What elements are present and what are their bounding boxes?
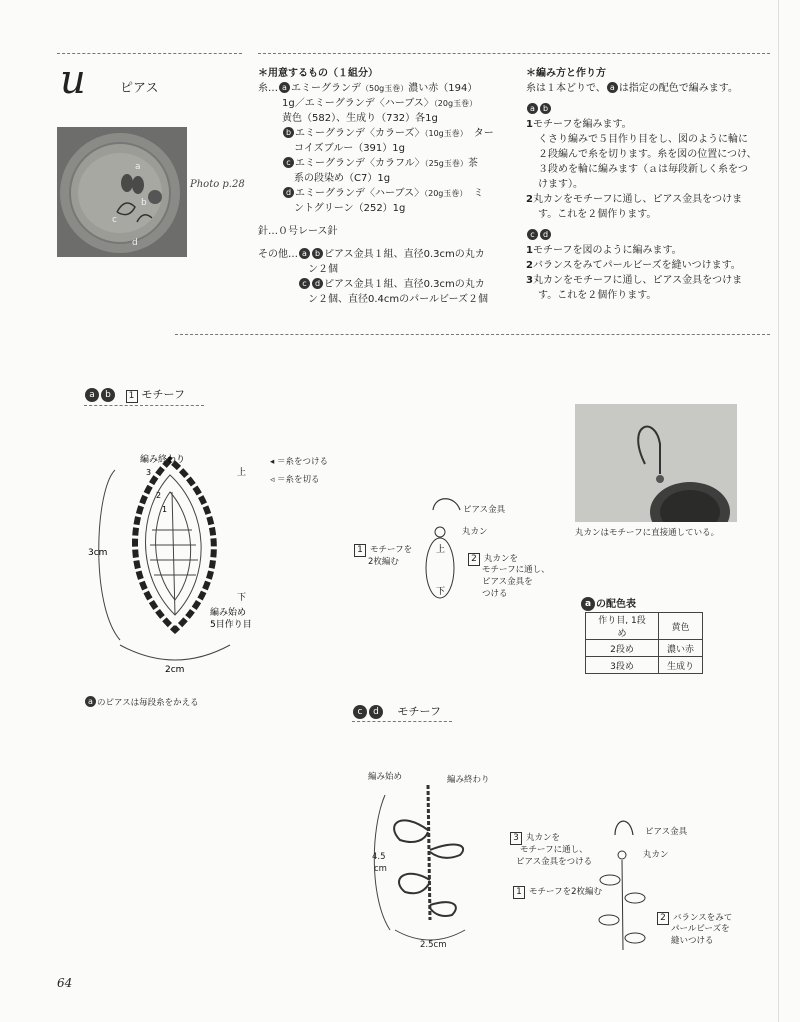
mark-b: b — [540, 103, 551, 114]
ab-dim-height: 3cm — [88, 548, 108, 558]
cd-section-heading — [352, 703, 452, 722]
step-text: けます）。 — [538, 179, 583, 190]
page-edge — [778, 0, 779, 1022]
ear-hook-icon — [433, 499, 460, 510]
material-b-line2: コイズブルー（391）1g — [294, 143, 405, 154]
cd-jump-ring-icon — [618, 851, 626, 859]
material-a-color: 濃い赤（194） — [408, 83, 478, 94]
color-table-title-text: の配色表 — [596, 599, 636, 610]
table-cell-color: 濃い赤 — [659, 640, 703, 657]
other-ab-line2: ン２個 — [308, 264, 338, 275]
step-text: 丸カンをモチーフに通し、ピアス金具をつけま — [532, 275, 743, 286]
instruction-step — [526, 192, 776, 207]
other-cd-line1: ピアス金具１組、直径0.3cmの丸カ — [324, 279, 485, 290]
mark-a: a — [607, 82, 618, 93]
material-a-line1: エミーグランデ — [291, 83, 361, 94]
ab-note — [84, 696, 199, 709]
mark-d: d — [312, 278, 323, 289]
ab-asm-hook-label: ピアス金具 — [463, 505, 506, 515]
mark-a: a — [85, 696, 96, 707]
ab-label-start-2: 5目作り目 — [210, 620, 252, 630]
yarn-label: 糸… — [258, 83, 278, 94]
section-divider — [175, 334, 770, 335]
table-cell-row: 作り目, 1段め — [586, 613, 659, 640]
step-number: 2 — [526, 194, 533, 205]
cd-step3 — [510, 832, 560, 845]
asm-bottom: 下 — [436, 587, 446, 597]
earring-a-mark — [121, 174, 133, 192]
instruction-step — [526, 207, 776, 222]
ab-asm-ring-label: 丸カン — [462, 527, 488, 537]
mark-d: d — [540, 229, 551, 240]
mark-d: d — [283, 187, 294, 198]
other-cd-line2: ン２個、直径0.4cmのパールビーズ２個 — [308, 294, 489, 305]
mark-a: a — [299, 248, 310, 259]
legend-cut-text: ＝糸を切る — [276, 475, 320, 485]
instructions-block — [526, 66, 776, 303]
ab-label-bottom: 下 — [237, 593, 247, 603]
cd-asm-ring-label: 丸カン — [643, 850, 669, 860]
photo-marker-a: a — [135, 162, 141, 172]
mark-c: c — [353, 705, 367, 719]
cd-step3-b: モチーフに通し、 — [520, 845, 588, 855]
earring-photo — [575, 404, 737, 522]
instruction-step — [526, 177, 776, 192]
instruction-step — [526, 147, 776, 162]
material-c-post: 茶 — [467, 158, 478, 169]
cd-step1-text: モチーフを2枚編む — [529, 887, 602, 897]
ab-asm-step1-a: モチーフを — [370, 545, 413, 555]
intro-pre: 糸は１本どりで、 — [526, 83, 606, 94]
mark-b: b — [101, 388, 115, 402]
material-b-line1: エミーグランデ〈カラーズ〉 — [295, 128, 425, 139]
ab-asm-step2-c: ピアス金具を — [482, 577, 533, 587]
color-table-title — [580, 595, 636, 611]
mark-c: c — [299, 278, 310, 289]
cd-step3-num: 3 — [510, 832, 522, 845]
material-c-line1: エミーグランデ〈カラフル〉 — [295, 158, 425, 169]
photo-marker-c: c — [112, 215, 117, 225]
ab-step-number: 1 — [126, 390, 138, 403]
ab-note-text: のピアスは毎段糸をかえる — [97, 698, 199, 708]
leaf-3 — [399, 874, 430, 894]
cd-label-start: 編み始め — [368, 772, 403, 782]
jump-ring-icon — [435, 527, 445, 537]
step-text: ２段編んで糸を切ります。糸を図の位置につけ、 — [538, 149, 757, 160]
instruction-step — [526, 117, 776, 132]
step-number: 3 — [526, 275, 533, 286]
mark-a: a — [527, 103, 538, 114]
table-row — [586, 640, 703, 657]
instruction-step — [526, 288, 776, 303]
cd-leaf-1 — [600, 875, 620, 885]
cd-asm-hook-label: ピアス金具 — [645, 827, 688, 837]
ab-asm-step2-a: 丸カンを — [484, 554, 519, 564]
step-number: 2 — [526, 260, 533, 271]
leaf-2 — [430, 845, 463, 858]
cd-leaf-3 — [599, 915, 619, 925]
legend-cut — [270, 475, 320, 486]
ab-crochet-chart — [80, 430, 280, 680]
page-number: 64 — [57, 976, 73, 990]
material-a-line3: 黄色（582）、生成り（732）各1g — [282, 113, 438, 124]
page-title: ピアス — [120, 81, 159, 96]
cd-leaf-2 — [625, 893, 645, 903]
ab-asm-step1-num: 1 — [354, 544, 366, 557]
mark-b: b — [283, 127, 294, 138]
instruction-step — [526, 258, 776, 273]
mark-c: c — [283, 157, 294, 168]
mark-a: a — [581, 597, 595, 611]
instruction-step — [526, 132, 776, 147]
cd-width-bracket — [395, 930, 465, 940]
mark-a: a — [279, 82, 290, 93]
material-d-line2: ントグリーン（252）1g — [294, 203, 406, 214]
table-cell-color: 生成り — [659, 657, 703, 674]
instruction-step — [526, 273, 776, 288]
width-bracket — [120, 645, 230, 660]
legend-attach — [270, 457, 328, 468]
attach-thread-icon: ◂ — [270, 457, 275, 467]
pattern-letter: u — [60, 57, 86, 103]
header-divider-right — [258, 53, 770, 54]
step-text: す。これを２個作ります。 — [538, 209, 657, 220]
legend-attach-text: ＝糸をつける — [276, 457, 328, 467]
cd-step2-a: バランスをみて — [673, 913, 733, 923]
step-text: ３段めを輪に編みます（ａは毎段新しく糸をつ — [538, 164, 748, 175]
ab-asm-step1 — [354, 544, 412, 557]
photo-reference: Photo p.28 — [190, 179, 245, 190]
needle-spec: 針…０号レース針 — [258, 226, 338, 237]
ab-section-title: モチーフ — [141, 388, 185, 401]
row-label-1: 1 — [162, 505, 168, 514]
table-row — [586, 613, 703, 640]
table-cell-color: 黄色 — [659, 613, 703, 640]
material-d-line1: エミーグランデ〈ハーブス〉 — [295, 188, 425, 199]
cd-dim-height-unit: cm — [374, 864, 387, 874]
material-d-small: （20g玉巻） — [424, 189, 464, 198]
row-label-2: 2 — [156, 491, 162, 500]
material-b-small: （10g玉巻） — [424, 129, 464, 138]
materials-block — [258, 66, 508, 307]
ab-asm-step2-b: モチーフに通し、 — [482, 565, 550, 575]
instruction-step — [526, 243, 776, 258]
cd-label-end: 編み終わり — [447, 775, 490, 785]
leaf-1 — [394, 820, 428, 842]
material-a-line2-small: （20g玉巻） — [433, 99, 478, 108]
step-number: 1 — [526, 119, 533, 130]
instructions-title: ＊編み方と作り方 — [526, 68, 606, 79]
earring-b-mark — [132, 176, 144, 194]
ab-label-top: 上 — [237, 468, 247, 478]
photo-caption: 丸カンはモチーフに直接通している。 — [575, 528, 720, 538]
table-cell-row: 2段め — [586, 640, 659, 657]
ab-asm-step2-d: つける — [482, 589, 508, 599]
cd-section-title: モチーフ — [397, 705, 441, 718]
cd-stem — [622, 860, 623, 950]
material-c-line2: 系の段染め（C7）1g — [294, 173, 391, 184]
ab-dim-width: 2cm — [165, 665, 185, 675]
earring-photo-thumbnail — [57, 127, 187, 257]
header-divider-left — [57, 53, 242, 54]
cd-steps-list — [526, 243, 776, 303]
photo-marker-b: b — [141, 198, 147, 208]
material-b-post: ター — [473, 128, 494, 139]
cd-step2-b: パールビーズを — [671, 924, 730, 934]
photo-content — [57, 127, 187, 257]
step-text: モチーフを編みます。 — [532, 119, 632, 130]
cd-step3-c: ピアス金具をつける — [516, 857, 593, 867]
cut-thread-icon: ◃ — [270, 475, 275, 485]
material-a-small: （50g玉巻） — [361, 84, 409, 93]
cd-step1-num: 1 — [513, 886, 525, 899]
step-text: バランスをみてパールビーズを縫いつけます。 — [532, 260, 741, 271]
intro-post: は指定の配色で編みます。 — [618, 83, 739, 94]
ab-section-heading — [84, 386, 204, 406]
earring-photo-content — [575, 404, 737, 522]
mark-b: b — [312, 248, 323, 259]
leaf-4 — [430, 902, 456, 916]
photo-marker-d: d — [132, 238, 138, 248]
material-c-small: （25g玉巻） — [424, 159, 468, 168]
cd-dim-width: 2.5cm — [420, 940, 447, 950]
materials-title: ＊用意するもの（１組分） — [258, 68, 378, 79]
cd-step1 — [513, 886, 602, 899]
asm-top: 上 — [436, 545, 446, 555]
step-text: す。これを２個作ります。 — [538, 290, 657, 301]
ab-asm-step2-num: 2 — [468, 553, 480, 566]
other-label: その他… — [258, 249, 298, 260]
step-text: モチーフを図のように編みます。 — [532, 245, 682, 256]
other-ab-line1: ピアス金具１組、直径0.3cmの丸カ — [324, 249, 485, 260]
instruction-step — [526, 162, 776, 177]
ab-asm-step1-b: 2枚編む — [368, 557, 399, 567]
mark-a: a — [85, 388, 99, 402]
row-label-3: 3 — [146, 468, 152, 477]
material-d-post: ミ — [473, 188, 484, 199]
cd-step2-num: 2 — [657, 912, 669, 925]
cd-dim-height: 4.5 — [372, 852, 386, 862]
mark-d: d — [369, 705, 383, 719]
ab-label-end: 編み終わり — [140, 455, 186, 465]
ab-steps-list — [526, 117, 776, 222]
step-number: 1 — [526, 245, 533, 256]
earring-blob — [148, 190, 162, 204]
cd-step3-a: 丸カンを — [526, 833, 561, 843]
color-table — [585, 612, 703, 674]
step-text: 丸カンをモチーフに通し、ピアス金具をつけま — [532, 194, 743, 205]
cd-leaf-4 — [625, 933, 645, 943]
ab-label-start-1: 編み始め — [210, 608, 247, 618]
table-row — [586, 657, 703, 674]
cd-step2-c: 縫いつける — [671, 936, 714, 946]
mark-c: c — [527, 229, 538, 240]
cd-ear-hook-icon — [615, 821, 633, 835]
material-a-line2: 1g／エミーグランデ〈ハーブス〉 — [282, 98, 434, 109]
table-cell-row: 3段め — [586, 657, 659, 674]
step-text: くさり編みで５目作り目をし、図のように輪に — [538, 134, 748, 145]
